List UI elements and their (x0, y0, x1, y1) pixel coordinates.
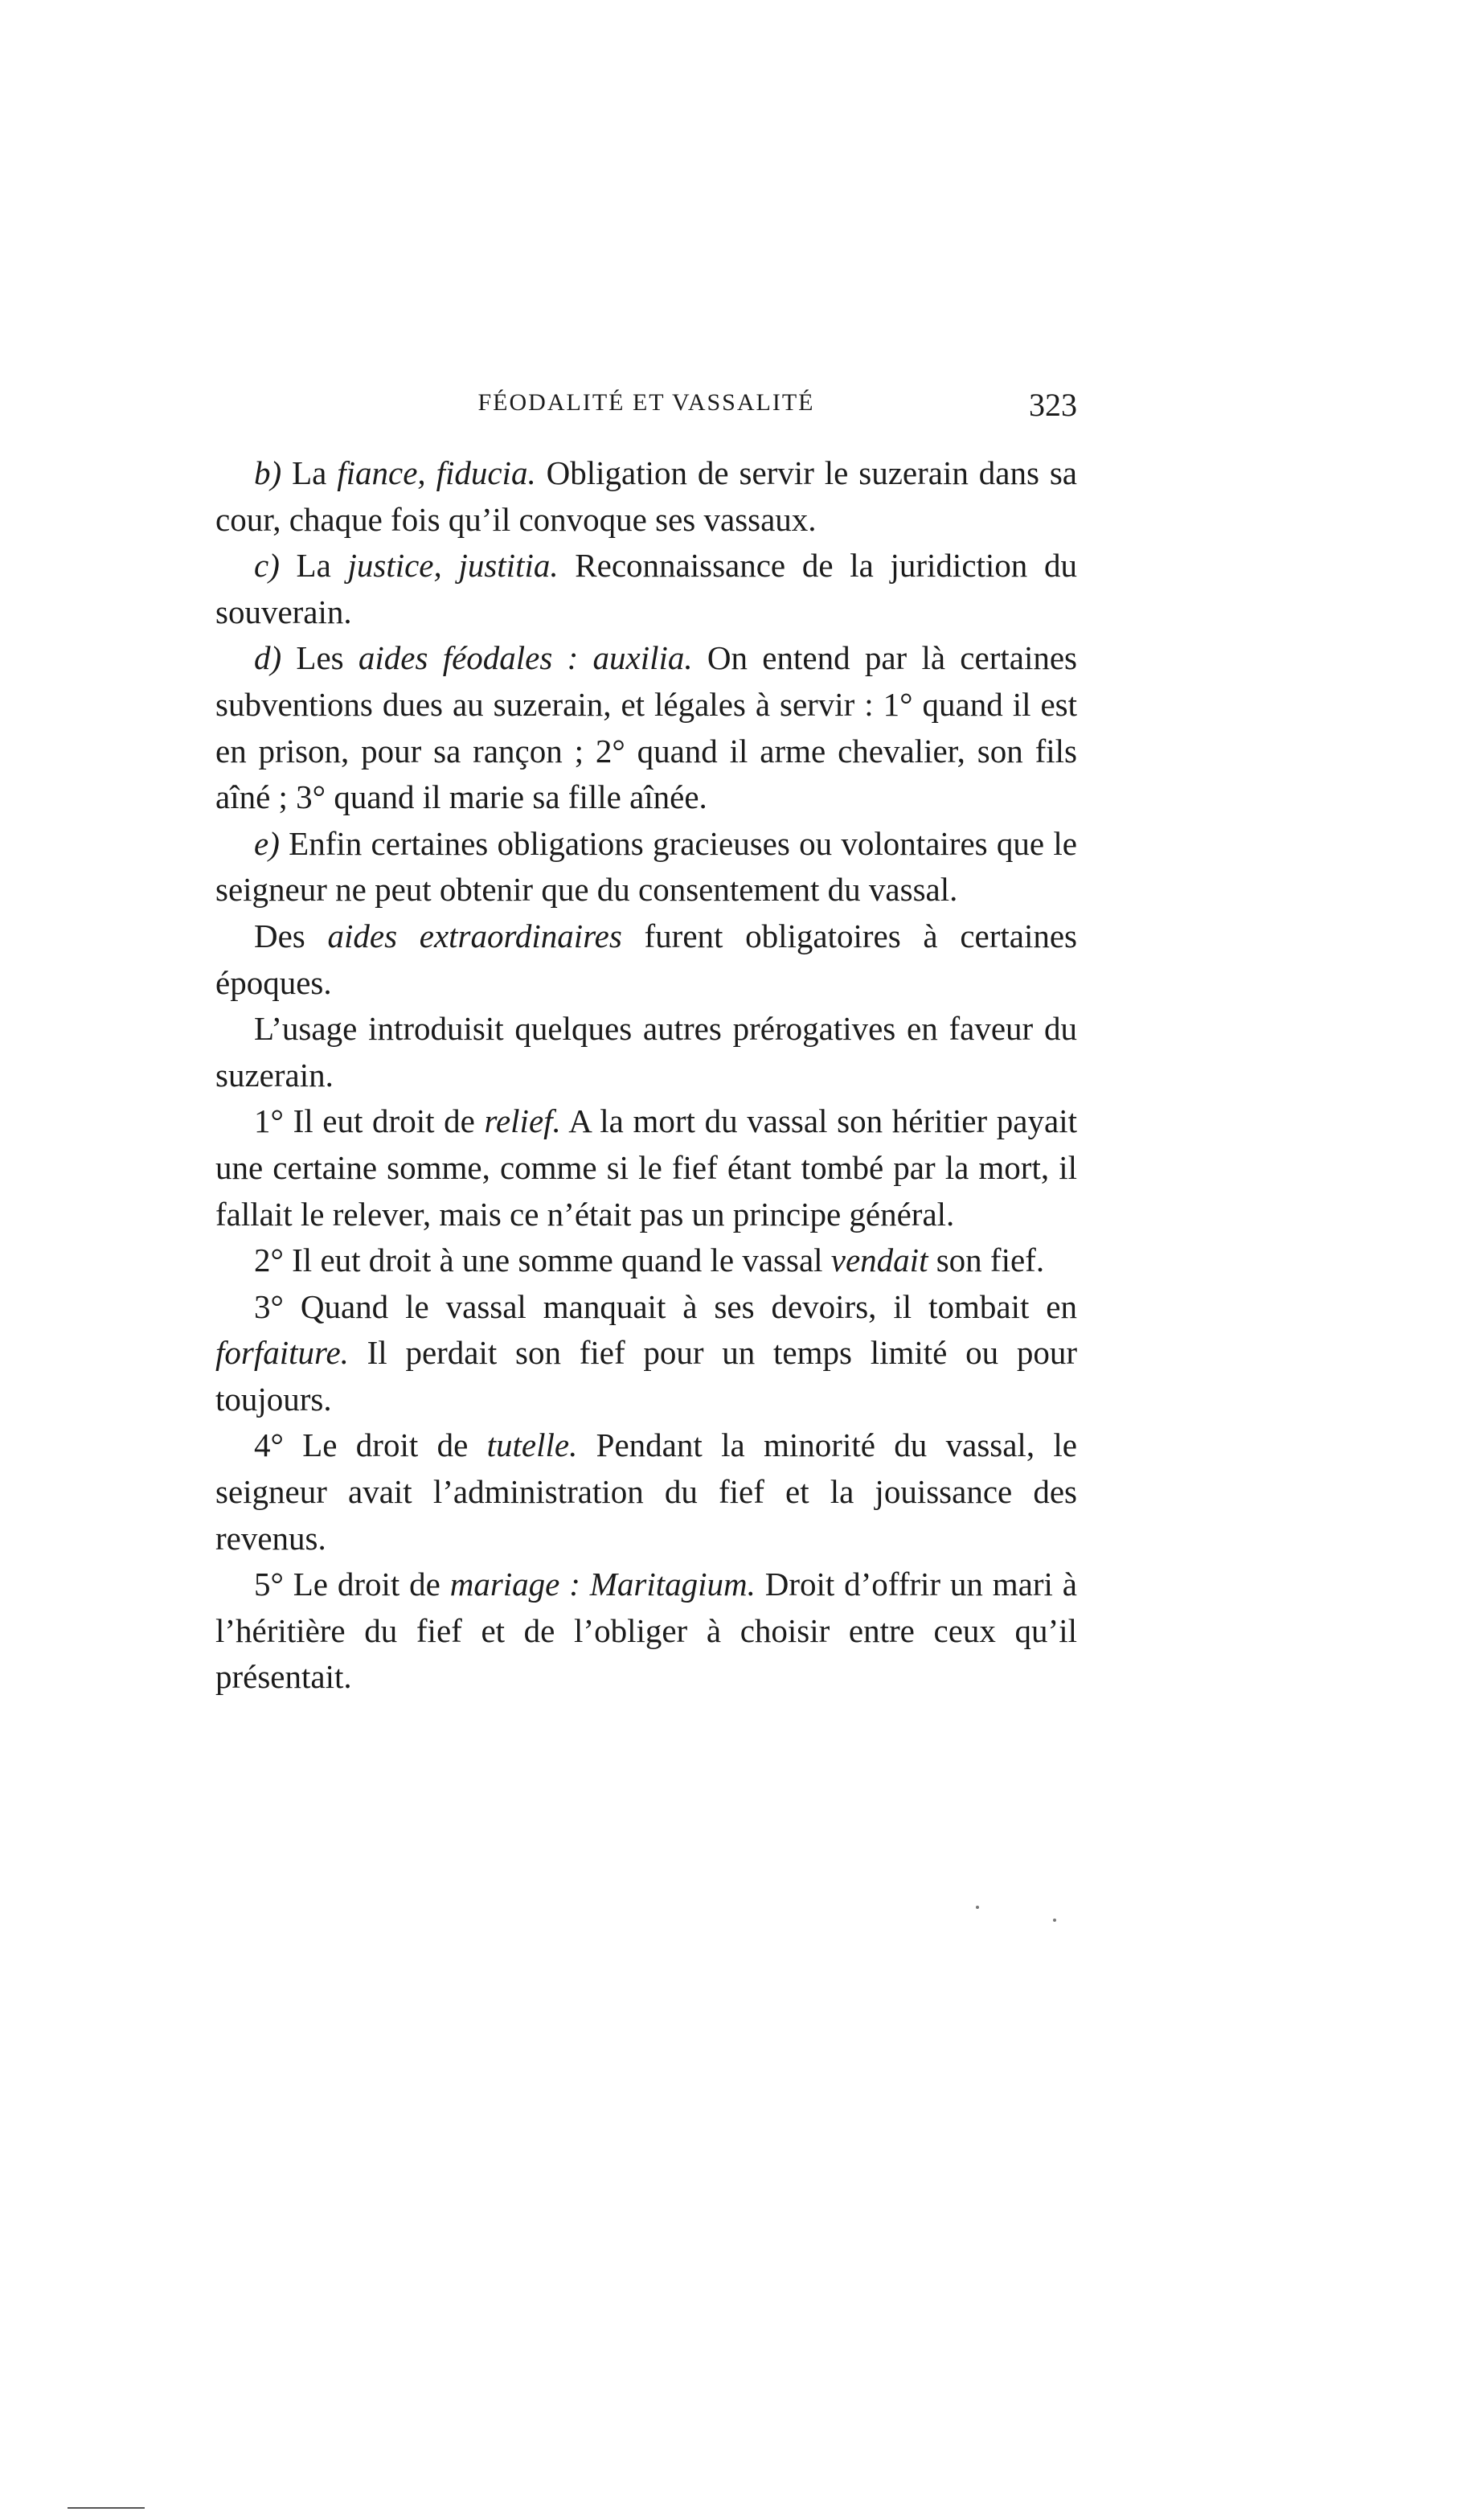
text-run: Obligation de servir le suzerain dans sa cour, chaque fois qu’il convoque ses vassaux. (215, 454, 1077, 538)
text-run: Enfin certaines obligations gracieuses ou volontaires que le seigneur ne peut obtenir que du consentement du vassal. (215, 824, 1077, 909)
text-run: 4° Le droit de (254, 1426, 487, 1464)
paragraph (215, 913, 1077, 1006)
text-run: Il perdait son fief pour un temps limité ou pour toujours. (215, 1334, 1077, 1418)
text-run: Pendant la minorité du vassal, le seigneur avait l’administration du fief et la jouissance des revenus. (215, 1426, 1077, 1557)
italic-term: mariage : Maritagium. (449, 1566, 756, 1603)
paragraph (215, 1006, 1077, 1098)
text-run: La (292, 454, 338, 491)
body-text (215, 450, 1077, 1701)
paragraph (215, 1237, 1077, 1284)
text-run: On entend par là certaines subventions dues au suzerain, et légales à servir : 1° quand il est en prison, pour sa rançon ; 2° quand il arme chevalier, son fils aîné ; 3° quand il marie sa fille aînée. (215, 639, 1077, 816)
paragraph (215, 450, 1077, 543)
text-run: 3° Quand le vassal manquait à ses devoirs, il tombait en (254, 1287, 1077, 1325)
text-run: Reconnaissance de la juridiction du souverain. (215, 547, 1077, 630)
paragraph (215, 543, 1077, 635)
italic-term: tutelle. (486, 1426, 578, 1464)
text-run: son fief. (928, 1242, 1045, 1279)
italic-term: d) (254, 639, 297, 677)
italic-term: relief. (484, 1102, 561, 1140)
text-run: Droit d’offrir un mari à l’héritière du fief et de l’obliger à choisir entre ceux qu’il présentait. (215, 1566, 1077, 1696)
paragraph (215, 1562, 1077, 1701)
running-header (215, 389, 1077, 437)
page-number: 323 (1029, 387, 1077, 423)
scan-speck (976, 1906, 979, 1909)
paragraph (215, 635, 1077, 820)
italic-term: vendait (830, 1242, 928, 1279)
text-run: L’usage introduisit quelques autres prérogatives en faveur du suzerain. (215, 1010, 1077, 1094)
italic-term: c) (254, 547, 297, 585)
paragraph (215, 1284, 1077, 1423)
italic-term: b) (254, 454, 293, 491)
text-run: Les (296, 639, 359, 677)
text-run: 5° Le droit de (254, 1566, 450, 1603)
italic-term: forfaiture. (215, 1334, 349, 1372)
scan-speck (1053, 1919, 1056, 1922)
text-run: A la mort du vassal son héritier payait une certaine somme, comme si le fief étant tombé par la mort, il fallait le relever, mais ce n’était pas un principe général. (215, 1102, 1077, 1233)
text-run: 1° Il eut droit de (254, 1102, 485, 1140)
running-title: FÉODALITÉ ET VASSALITÉ (477, 389, 815, 416)
italic-term: aides féodales : auxilia. (358, 639, 693, 677)
italic-term: e) (254, 824, 289, 862)
text-run: 2° Il eut droit à une somme quand le vassal (254, 1242, 831, 1279)
scan-edge-rule (68, 2507, 145, 2509)
italic-term: aides extraordinaires (327, 917, 622, 954)
text-run: furent obligatoires à certaines époques. (215, 917, 1077, 1001)
paragraph (215, 1422, 1077, 1562)
text-run: La (296, 547, 348, 585)
italic-term: fiance, fiducia. (337, 454, 536, 491)
text-run: Des (254, 917, 328, 954)
paragraph (215, 1098, 1077, 1237)
italic-term: justice, justitia. (347, 547, 559, 585)
paragraph (215, 821, 1077, 913)
